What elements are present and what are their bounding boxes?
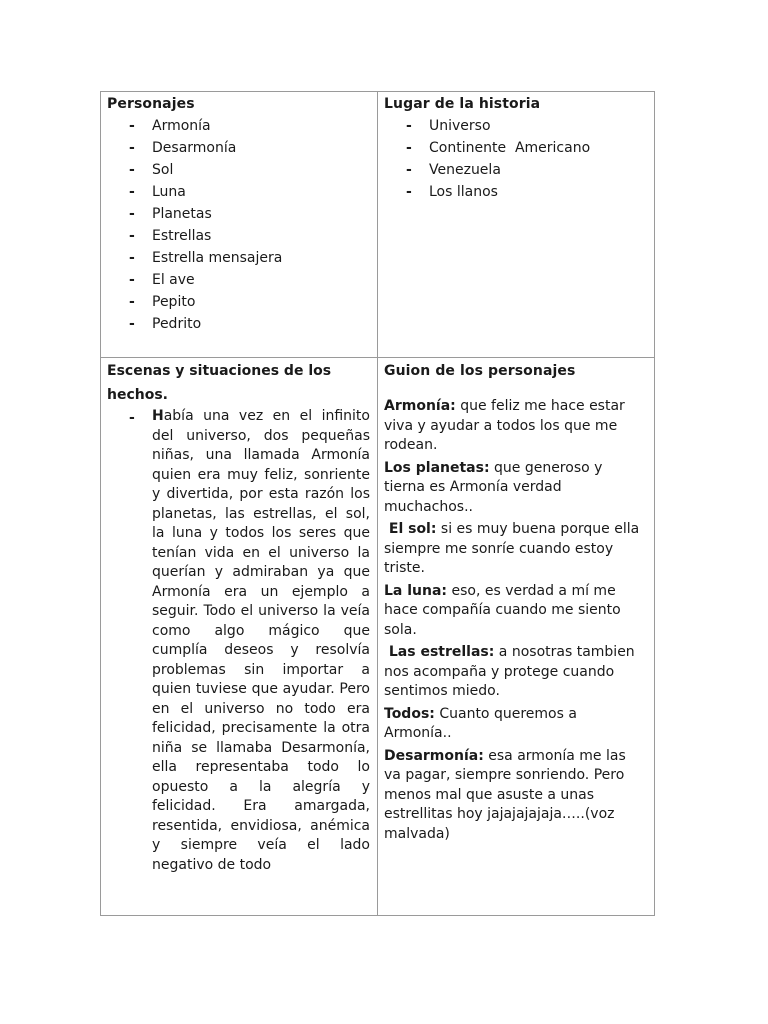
script-line: Los planetas: que generoso y tierna es Armonía verdad muchachos.. — [384, 459, 603, 515]
personajes-header: Personajes — [107, 96, 195, 112]
personajes-list — [107, 115, 375, 335]
list-item: - Luna — [129, 184, 186, 200]
guion-header: Guion de los personajes — [384, 363, 576, 379]
list-item: - El ave — [129, 272, 195, 288]
story-paragraph: - Había una vez en el infinito del universo, dos pequeñas niñas, una llamada Armonía quien era muy feliz, sonriente y divertida, por esta razón los planetas, las estrellas, el sol, la luna y todos los seres que tenían vida en el universo la querían y admiraban ya que Armonía era un ejemplo a seguir. Todo el universo la veía como algo mágico que cumplía deseos y resolvía problemas sin importar a quien tuviese que ayudar. Pero en el universo no todo era felicidad, precisamente la otra niña se llamaba Desarmonía, ella representaba todo lo opuesto a la alegría y felicidad. Era amargada, resentida, envidiosa, anémica y siempre veía el lado negativo de todo — [129, 408, 370, 873]
script-line: Todos: Cuanto queremos a Armonía.. — [384, 705, 577, 741]
list-item: - Desarmonía — [129, 140, 237, 156]
script-line: La luna: eso, es verdad a mí me hace compañía cuando me siento sola. — [384, 582, 621, 638]
lugar-list — [384, 115, 652, 203]
cell-escenas — [107, 359, 375, 910]
row-divider — [101, 357, 654, 358]
escenas-header: Escenas y situaciones de los hechos. — [107, 363, 332, 403]
list-item: - Planetas — [129, 206, 212, 222]
list-item: - Universo — [406, 118, 491, 134]
list-item: - Continente Americano — [406, 140, 591, 156]
cell-lugar — [384, 93, 652, 203]
list-item: - Venezuela — [406, 162, 501, 178]
script-line: Desarmonía: esa armonía me las va pagar, siempre sonriendo. Pero menos mal que asuste a unas estrellitas hoy jajajajajaja…..(voz malvada) — [384, 747, 626, 842]
script-line: Las estrellas: a nosotras tambien nos acompaña y protege cuando sentimos miedo. — [384, 644, 635, 699]
script-line: El sol: si es muy buena porque ella siempre me sonríe cuando estoy triste. — [384, 521, 640, 576]
list-item: - Pedrito — [129, 316, 202, 332]
cell-guion — [384, 359, 652, 847]
cell-personajes — [107, 93, 375, 335]
list-item: - Estrellas — [129, 228, 212, 244]
list-item: - Pepito — [129, 294, 196, 310]
script-lines — [384, 397, 652, 844]
list-item: - Armonía — [129, 118, 211, 134]
drop-letter: H — [152, 408, 164, 424]
story-table — [100, 91, 655, 916]
story-text: abía una vez en el infinito del universo, dos pequeñas niñas, una llamada Armonía quien era muy feliz, sonriente y divertida, por esta razón los planetas, las estrellas, el sol, la luna y todos los seres que tenían vida en el universo la querían y admiraban ya que Armonía era un ejemplo a seguir. Todo el universo la veía como algo mágico que cumplía deseos y resolvía problemas sin importar a quien tuviese que ayudar. Pero en el universo no todo era felicidad, precisamente la otra niña se llamaba Desarmonía, ella representaba todo lo opuesto a la alegría y felicidad. Era amargada, resentida, envidiosa, anémica y siempre veía el lado negativo de todo — [152, 408, 370, 873]
list-item: - Los llanos — [406, 184, 498, 200]
script-line: Armonía: que feliz me hace estar viva y ayudar a todos los que me rodean. — [384, 398, 625, 453]
list-item: - Sol — [129, 162, 174, 178]
lugar-header: Lugar de la historia — [384, 96, 541, 112]
list-item: - Estrella mensajera — [129, 250, 283, 266]
column-divider — [377, 92, 378, 915]
